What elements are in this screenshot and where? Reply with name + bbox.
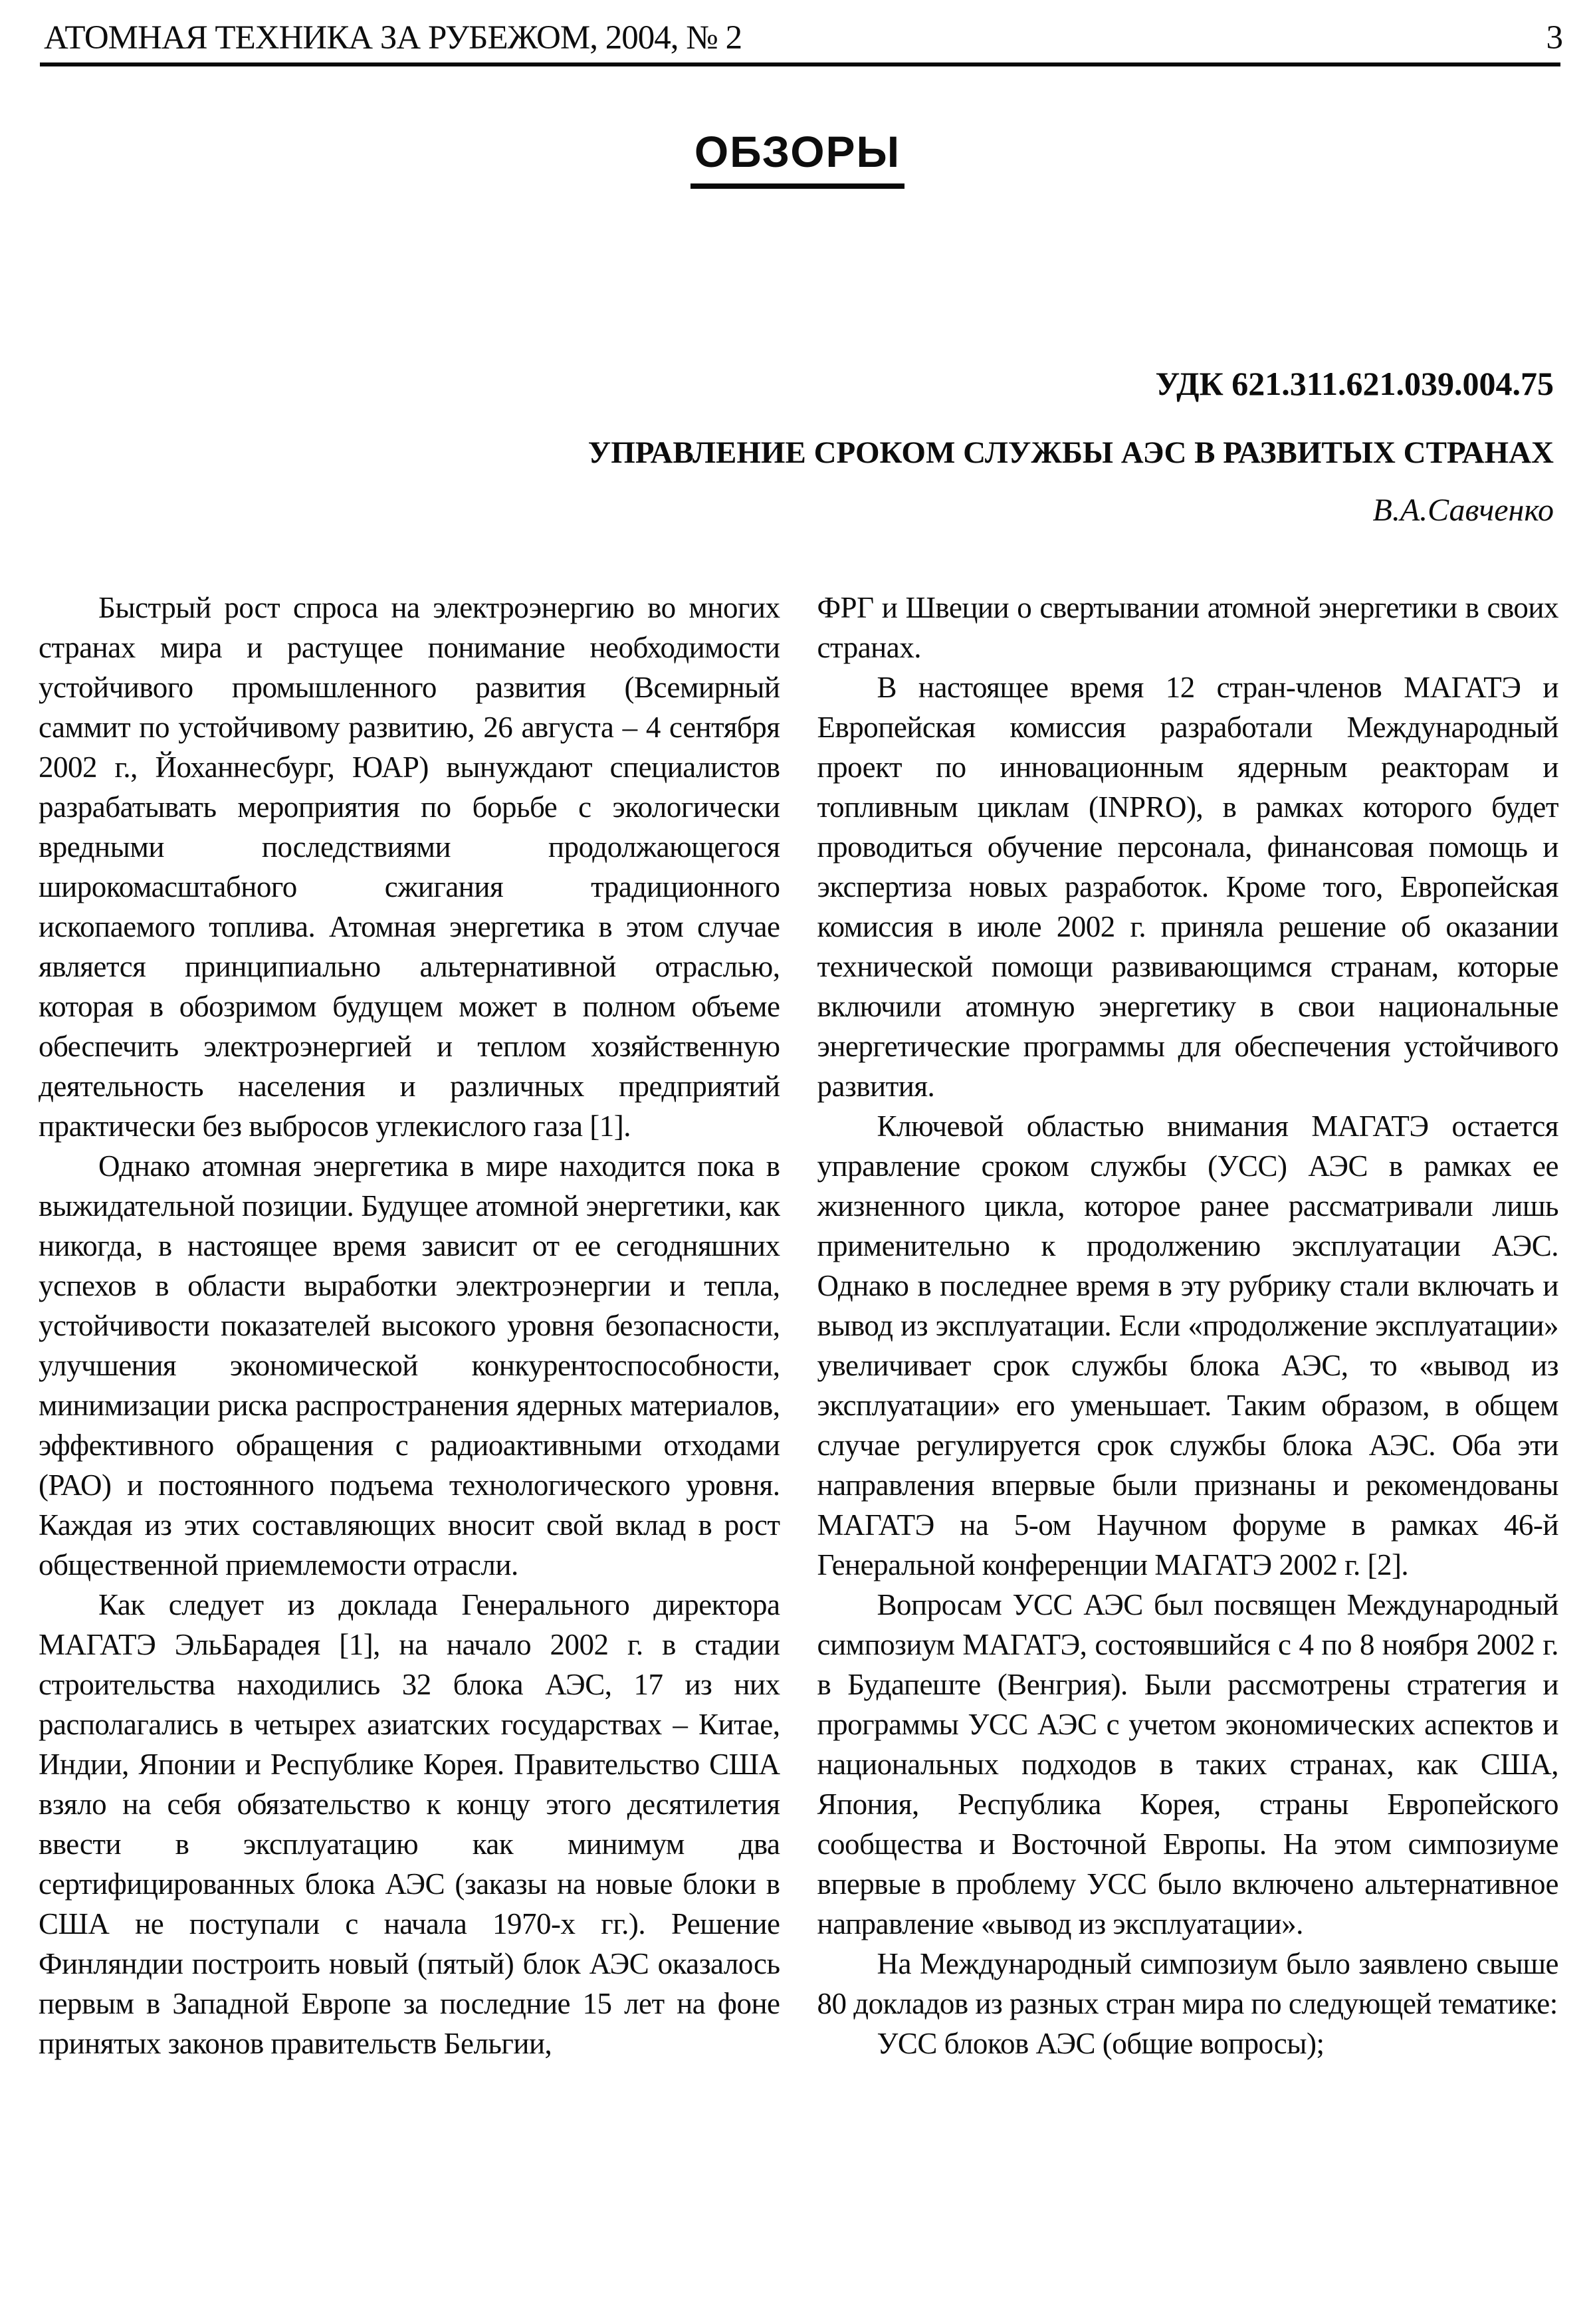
paragraph: Как следует из доклада Генерального директора МАГАТЭ ЭльБарадея [1], на начало 2002 г. в стадии строительства находились 32 блока АЭС, 17 из них располагались в четырех азиатских государствах – Китае, Индии, Японии и Республике Корея. Правительство США взяло на себя обязательство к концу этого десятилетия ввести в эксплуатацию как минимум два сертифицированных блока АЭС (заказы на новые блоки в США не поступали с начала 1970-х гг.). Решение Финляндии построить новый (пятый) блок АЭС оказалось первым в Западной Европе за последние 15 лет на фоне принятых законов правительств Бельгии, [39,1588,780,2060]
header-divider [40,62,1560,66]
paragraph: На Международный симпозиум было заявлено свыше 80 докладов из разных стран мира по следующей тематике: [817,1947,1558,2020]
right-column [817,588,1559,2063]
paragraph: ФРГ и Швеции о свертывании атомной энергетики в своих странах. [817,591,1558,664]
page-number: 3 [1546,19,1563,57]
paragraph: Вопросам УСС АЭС был посвящен Международный симпозиум МАГАТЭ, состоявшийся с 4 по 8 ноября 2002 г. в Будапеште (Венгрия). Были рассмотрены стратегия и программы УСС АЭС с учетом экономических аспектов и национальных подходов в таких странах, как США, Япония, Республика Корея, страны Европейского сообщества и Восточной Европы. На этом симпозиуме впервые в проблему УСС было включено альтернативное направление «вывод из эксплуатации». [817,1588,1558,1940]
text-columns [39,588,1558,2063]
paragraph: Быстрый рост спроса на электроэнергию во многих странах мира и растущее понимание необходимости устойчивого промышленного развития (Всемирный саммит по устойчивому развитию, 26 августа – 4 сентября 2002 г., Йоханнесбург, ЮАР) вынуждают специалистов разрабатывать мероприятия по борьбе с экологически вредными последствиями продолжающегося широкомасштабного сжигания традиционного ископаемого топлива. Атомная энергетика в этом случае является принципиально альтернативной отраслью, которая в обозримом будущем может в полном объеме обеспечить электроэнергией и теплом хозяйственную деятельность населения и различных предприятий практически без выбросов углекислого газа [1]. [39,591,780,1143]
paragraph: УСС блоков АЭС (общие вопросы); [877,2027,1325,2060]
article-title: УПРАВЛЕНИЕ СРОКОМ СЛУЖБЫ АЭС В РАЗВИТЫХ СТРАНАХ [587,435,1554,470]
left-column [39,588,780,2063]
section-heading: ОБЗОРЫ [691,126,904,189]
article-author: В.А.Савченко [1372,493,1554,528]
paragraph: Ключевой областью внимания МАГАТЭ остается управление сроком службы (УСС) АЭС в рамках ее жизненного цикла, которое ранее рассматривали лишь применительно к продолжению эксплуатации АЭС. Однако в последнее время в эту рубрику стали включать и вывод из эксплуатации. Если «продолжение эксплуатации» увеличивает срок службы блока АЭС, то «вывод из эксплуатации» его уменьшает. Таким образом, в общем случае регулируется срок службы блока АЭС. Оба эти направления впервые были признаны и рекомендованы МАГАТЭ на 5-ом Научном форуме в рамках 46-й Генеральной конференции МАГАТЭ 2002 г. [2]. [817,1109,1558,1581]
paragraph: Однако атомная энергетика в мире находится пока в выжидательной позиции. Будущее атомной энергетики, как никогда, в настоящее время зависит от ее сегодняшних успехов в области выработки электроэнергии и тепла, устойчивости показателей высокого уровня безопасности, улучшения экономической конкурентоспособности, минимизации риска распространения ядерных материалов, эффективного обращения с радиоактивными отходами (РАО) и постоянного подъема технологического уровня. Каждая из этих составляющих вносит свой вклад в рост общественной приемлемости отрасли. [39,1149,780,1581]
udk-code: УДК 621.311.621.039.004.75 [1155,365,1554,402]
page-header [44,19,1563,57]
section-heading-wrap [0,126,1595,189]
paragraph: В настоящее время 12 стран-членов МАГАТЭ и Европейская комиссия разработали Международный проект по инновационным ядерным реакторам и топливным циклам (INPRO), в рамках которого будет проводиться обучение персонала, финансовая помощь и экспертиза новых разработок. Кроме того, Европейская комиссия в июле 2002 г. приняла решение об оказании технической помощи развивающимся странам, которые включили атомную энергетику в свои национальные энергетические программы для обеспечения устойчивого развития. [817,671,1558,1103]
journal-title: АТОМНАЯ ТЕХНИКА ЗА РУБЕЖОМ, 2004, № 2 [44,19,742,57]
article-head [40,367,1554,526]
